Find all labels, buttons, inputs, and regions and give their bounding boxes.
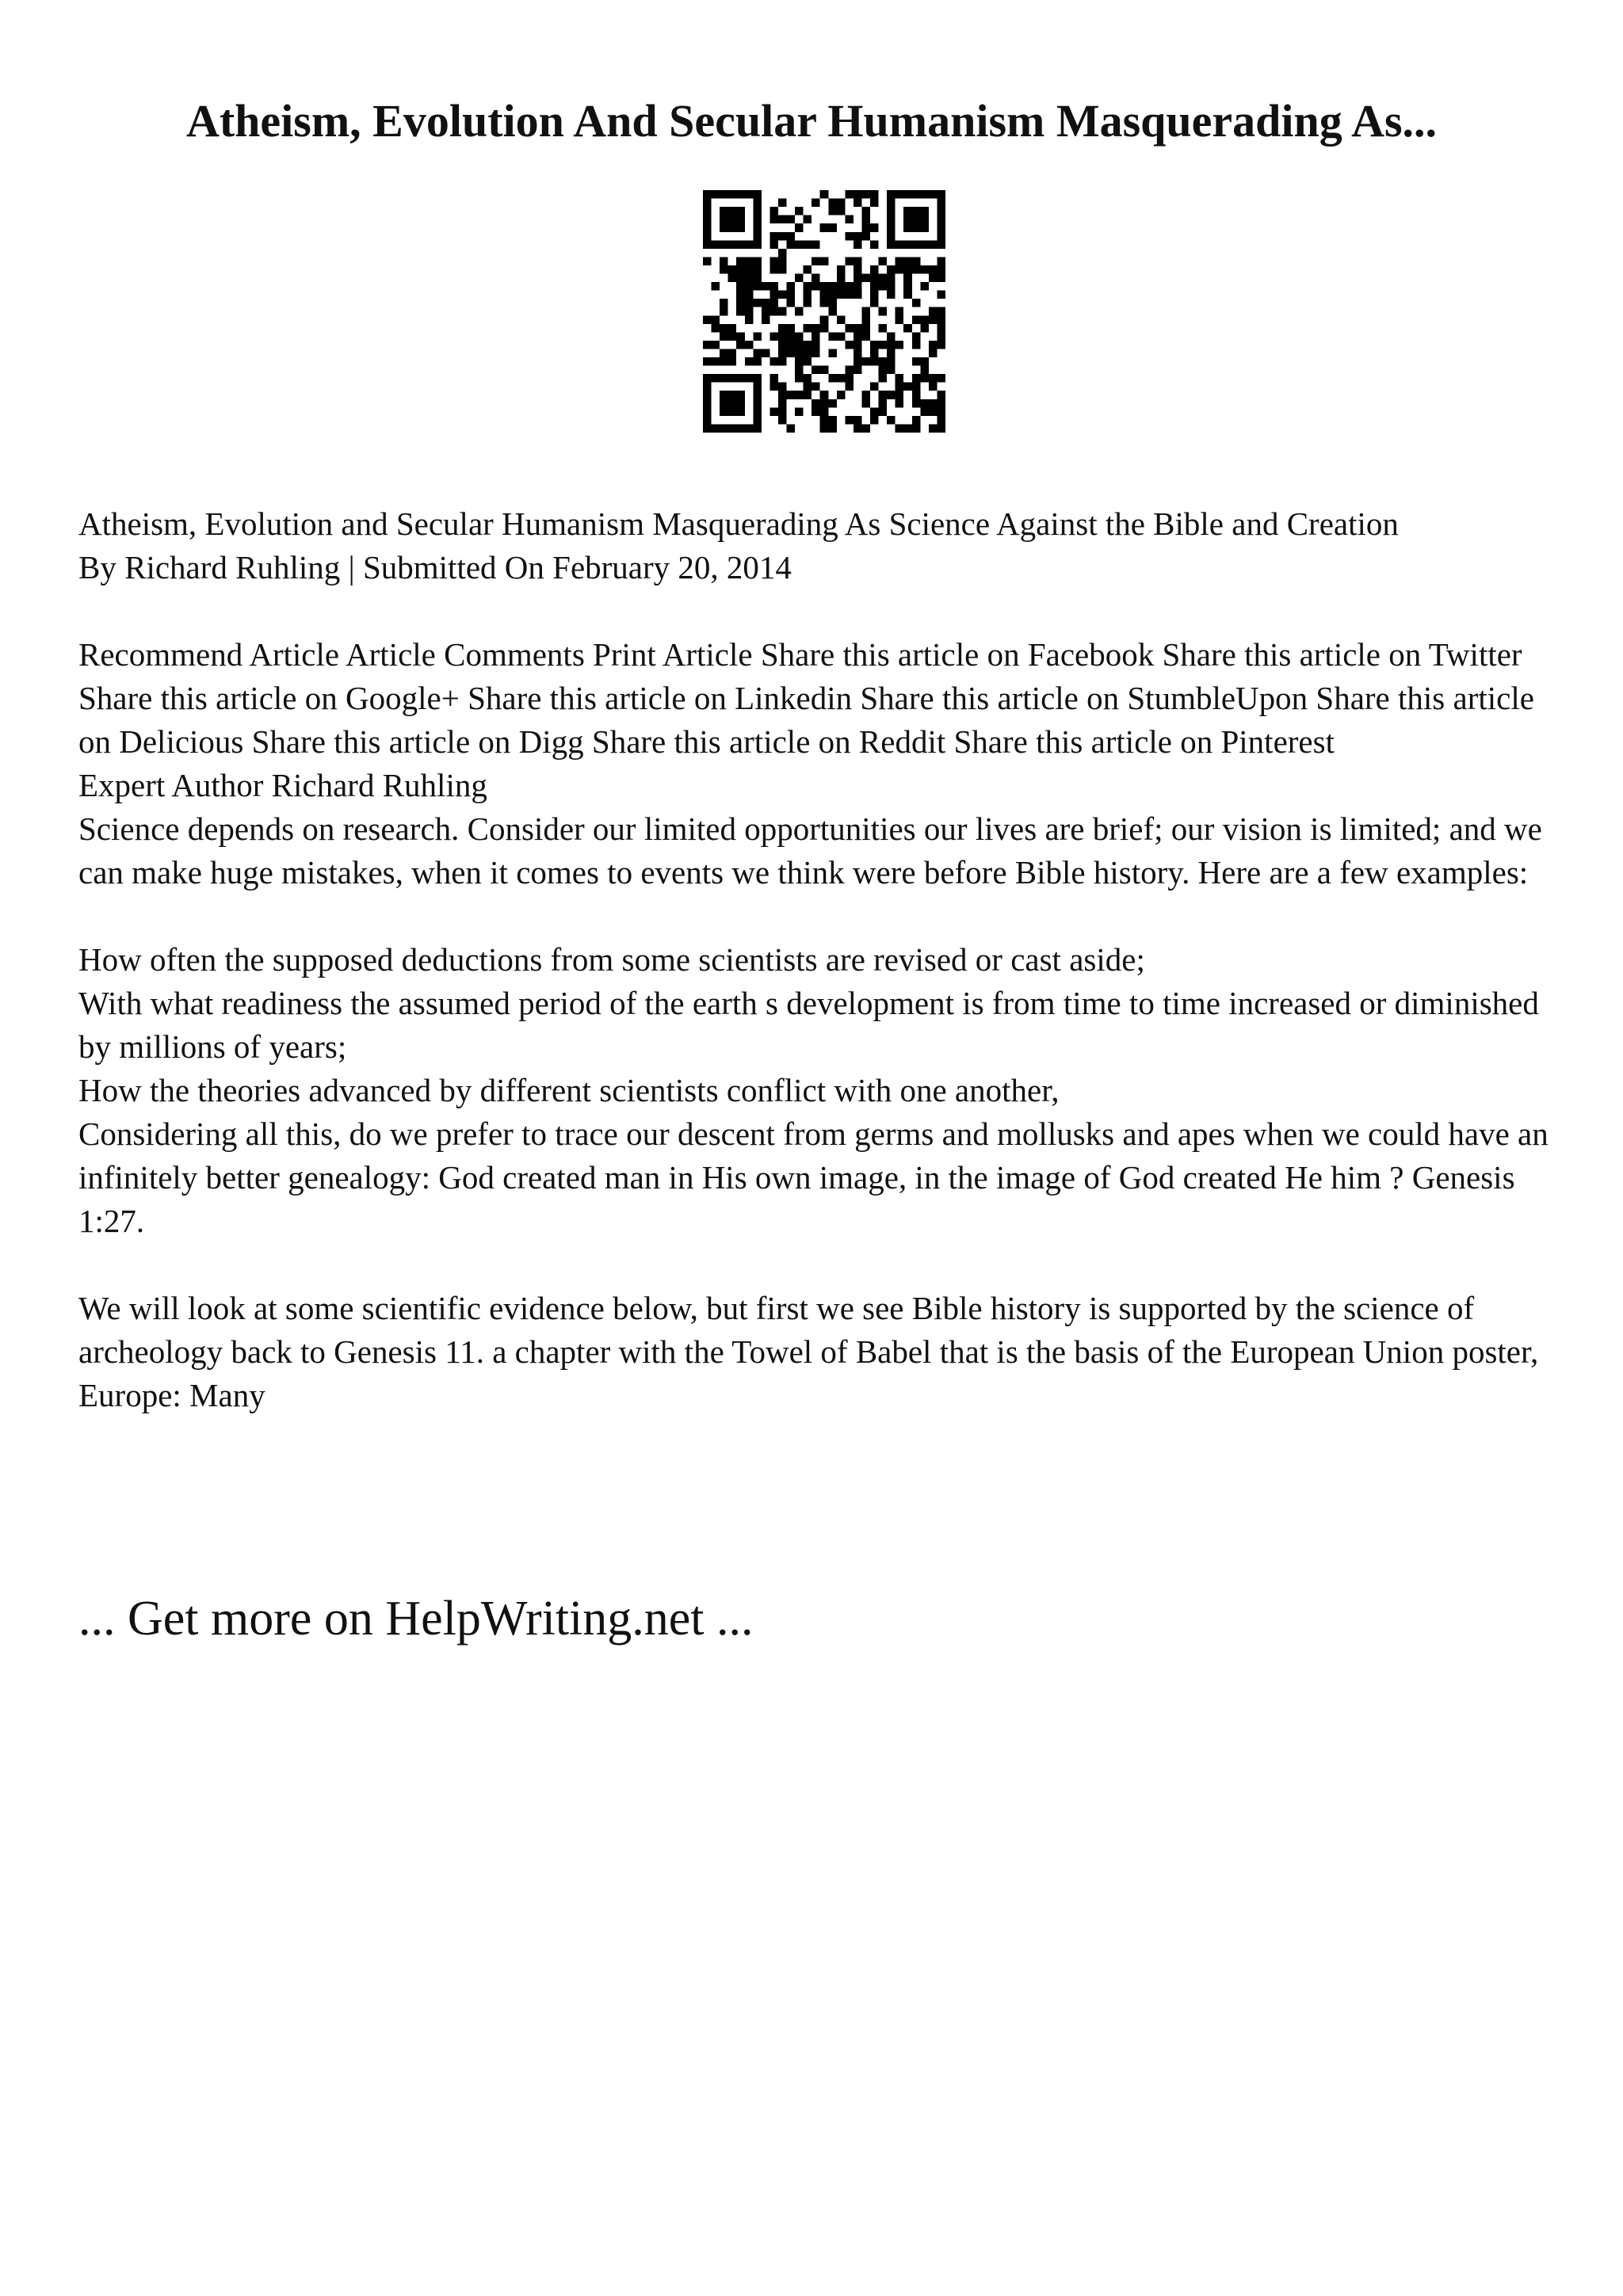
article-title: Atheism, Evolution and Secular Humanism Masquerading As Science Against the Bible and Creation <box>78 505 1399 542</box>
example-item: How the theories advanced by different scientists conflict with one another, <box>78 1072 1060 1108</box>
article-intro: Science depends on research. Consider our limited opportunities our lives are brief; our vision is limited; and we can make huge mistakes, when it comes to events we think were before Bible history. Here are a few examples: <box>78 810 1542 891</box>
document-title: Atheism, Evolution And Secular Humanism Masquerading As... <box>185 95 1438 147</box>
example-item: Considering all this, do we prefer to trace our descent from germs and mollusks and apes when we could have an infinitely better genealogy: God created man in His own image, in the image of God created He him ? Genesis 1:27. <box>78 1116 1549 1239</box>
get-more-link[interactable]: ... Get more on HelpWriting.net ... <box>78 1592 754 1646</box>
paragraph-gap <box>78 589 1560 633</box>
example-item: With what readiness the assumed period of the earth s development is from time to time increased or diminished by millions of years; <box>78 985 1539 1065</box>
closing-paragraph: We will look at some scientific evidence below, but first we see Bible history is supported by the science of archeology back to Genesis 11. a chapter with the Towel of Babel that is the basis of the European Union poster, Europe: Many <box>78 1290 1539 1413</box>
share-links: Recommend Article Article Comments Print Article Share this article on Facebook Share this article on Twitter Share this article on Google+ Share this article on Linkedin Share this article on StumbleUpon Share this article on Delicious Share this article on Digg Share this article on Reddit Share this article on Pinterest <box>78 636 1534 760</box>
example-item: How often the supposed deductions from some scientists are revised or cast aside; <box>78 941 1145 978</box>
article-body <box>78 502 1560 1417</box>
qr-code-icon <box>703 190 945 433</box>
expert-author: Expert Author Richard Ruhling <box>78 767 487 803</box>
article-byline: By Richard Ruhling | Submitted On February 20, 2014 <box>78 549 792 585</box>
paragraph-gap <box>78 894 1560 938</box>
paragraph-gap <box>78 1243 1560 1287</box>
